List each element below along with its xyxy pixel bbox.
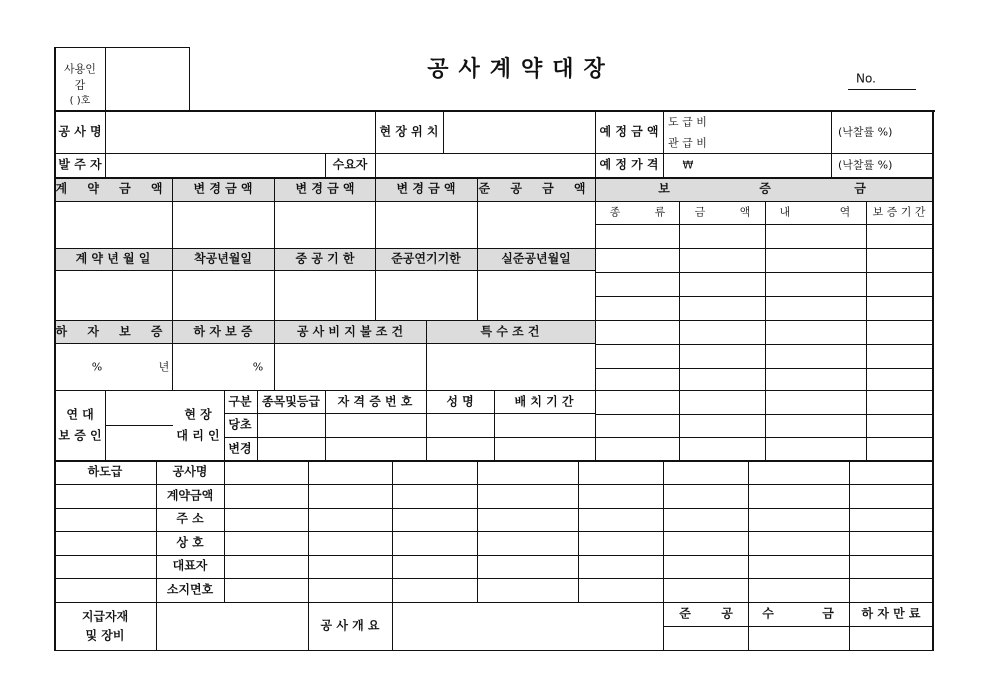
site-agent-label-line1: 현 장 xyxy=(184,407,212,422)
actual-completion-header: 실준공년월일 xyxy=(501,251,571,266)
subcontract-row-representative: 대표자 xyxy=(172,558,208,573)
supplied-materials-label-line1: 지급자재 xyxy=(81,609,129,624)
contract-supply-label: 도 급 비 xyxy=(668,115,707,129)
seal-label-line3: ( )호 xyxy=(69,95,91,107)
site-agent-label-line2: 대 리 인 xyxy=(176,428,220,443)
guarantee-type-char-2: 류 xyxy=(654,205,666,219)
guarantee-detail-char-2: 역 xyxy=(839,205,851,219)
joint-guarantor-label-line1: 연 대 xyxy=(66,407,94,422)
bid-rate-text-2: (낙찰률 %) xyxy=(838,158,893,172)
completion-money-char-1: 준 xyxy=(679,606,691,621)
subcontract-row-company: 상 호 xyxy=(176,535,204,550)
agent-period-header: 배 치 기 간 xyxy=(514,394,574,409)
agent-name-header: 성 명 xyxy=(446,394,474,409)
defect-guarantee-header-2: 하 자 보 증 xyxy=(193,324,253,339)
client-field[interactable] xyxy=(106,154,325,177)
agent-changed-row-label: 변경 xyxy=(228,441,252,456)
seal-label-line2: 감 xyxy=(74,78,86,92)
contract-amount-header: 계 약 금 액 xyxy=(55,181,171,196)
agent-initial-row-label: 당초 xyxy=(228,417,252,432)
bid-rate-text: (낙찰률 %) xyxy=(838,125,893,139)
subcontract-row-project-name: 공사명 xyxy=(172,464,208,479)
change-amount-header-2: 변 경 금 액 xyxy=(295,181,355,196)
subcontract-row-contract-amount: 계약금액 xyxy=(166,488,214,503)
change-amount-header-3: 변 경 금 액 xyxy=(396,181,456,196)
special-terms-header: 특 수 조 건 xyxy=(480,324,540,339)
government-supply-label: 관 급 비 xyxy=(668,136,707,150)
planned-amount-label: 예 정 금 액 xyxy=(599,124,659,139)
supplied-materials-label-line2: 및 장비 xyxy=(85,628,125,643)
defect-percent-unit-2: % xyxy=(252,360,264,374)
agent-type-header: 구분 xyxy=(228,394,252,409)
demander-field[interactable] xyxy=(376,154,595,177)
seal-label-line1: 사용인 xyxy=(64,62,96,76)
joint-guarantor-label-line2: 보 증 인 xyxy=(58,428,102,443)
guarantee-title-char-3: 금 xyxy=(854,181,866,196)
extended-deadline-header: 준공연기기한 xyxy=(391,251,461,266)
guarantee-title-char-2: 증 xyxy=(759,181,771,196)
subcontract-label: 하도급 xyxy=(87,464,123,479)
agent-grade-header: 종목및등급 xyxy=(262,394,320,409)
project-overview-label: 공 사 개 요 xyxy=(320,618,380,633)
project-name-field[interactable] xyxy=(106,111,375,153)
payment-terms-header: 공 사 비 지 불 조 건 xyxy=(296,324,404,339)
guarantee-amount-char-2: 액 xyxy=(739,205,751,219)
planned-price-label: 예 정 가 격 xyxy=(599,157,659,172)
deadline-header: 중 공 기 한 xyxy=(295,251,355,266)
defect-guarantee-header-1: 하 자 보 증 xyxy=(55,324,171,339)
completion-money-char-2: 공 xyxy=(721,606,733,621)
client-label: 발 주 자 xyxy=(58,157,102,172)
subcontract-row-location: 소지면호 xyxy=(166,582,214,597)
defect-expiry-header: 하 자 만 료 xyxy=(861,606,921,621)
form-title: 공사계약대장 xyxy=(427,57,615,82)
guarantee-period-header: 보 증 기 간 xyxy=(872,205,926,219)
guarantee-amount-char-1: 금 xyxy=(694,205,706,219)
site-location-label: 현 장 위 치 xyxy=(379,124,439,139)
completion-amount-header: 준 공 금 액 xyxy=(478,181,594,196)
guarantee-title-char-1: 보 xyxy=(658,181,670,196)
change-amount-header-1: 변 경 금 액 xyxy=(193,181,253,196)
number-label: No. xyxy=(856,71,876,86)
project-name-label: 공 사 명 xyxy=(58,124,102,139)
defect-year-unit: 년 xyxy=(158,360,170,374)
defect-percent-unit: % xyxy=(91,360,103,374)
completion-money-char-4: 금 xyxy=(822,606,834,621)
start-date-header: 착공년월일 xyxy=(194,251,252,266)
demander-label: 수요자 xyxy=(332,157,368,172)
currency-symbol: ₩ xyxy=(682,158,694,172)
agent-license-header: 자 격 증 번 호 xyxy=(337,394,413,409)
guarantee-type-char-1: 종 xyxy=(609,205,621,219)
subcontract-row-address: 주 소 xyxy=(176,511,204,526)
completion-money-char-3: 수 xyxy=(762,606,774,621)
guarantee-detail-char-1: 내 xyxy=(779,205,791,219)
contract-date-header: 계 약 년 월 일 xyxy=(75,251,151,266)
site-location-field[interactable] xyxy=(444,111,595,153)
